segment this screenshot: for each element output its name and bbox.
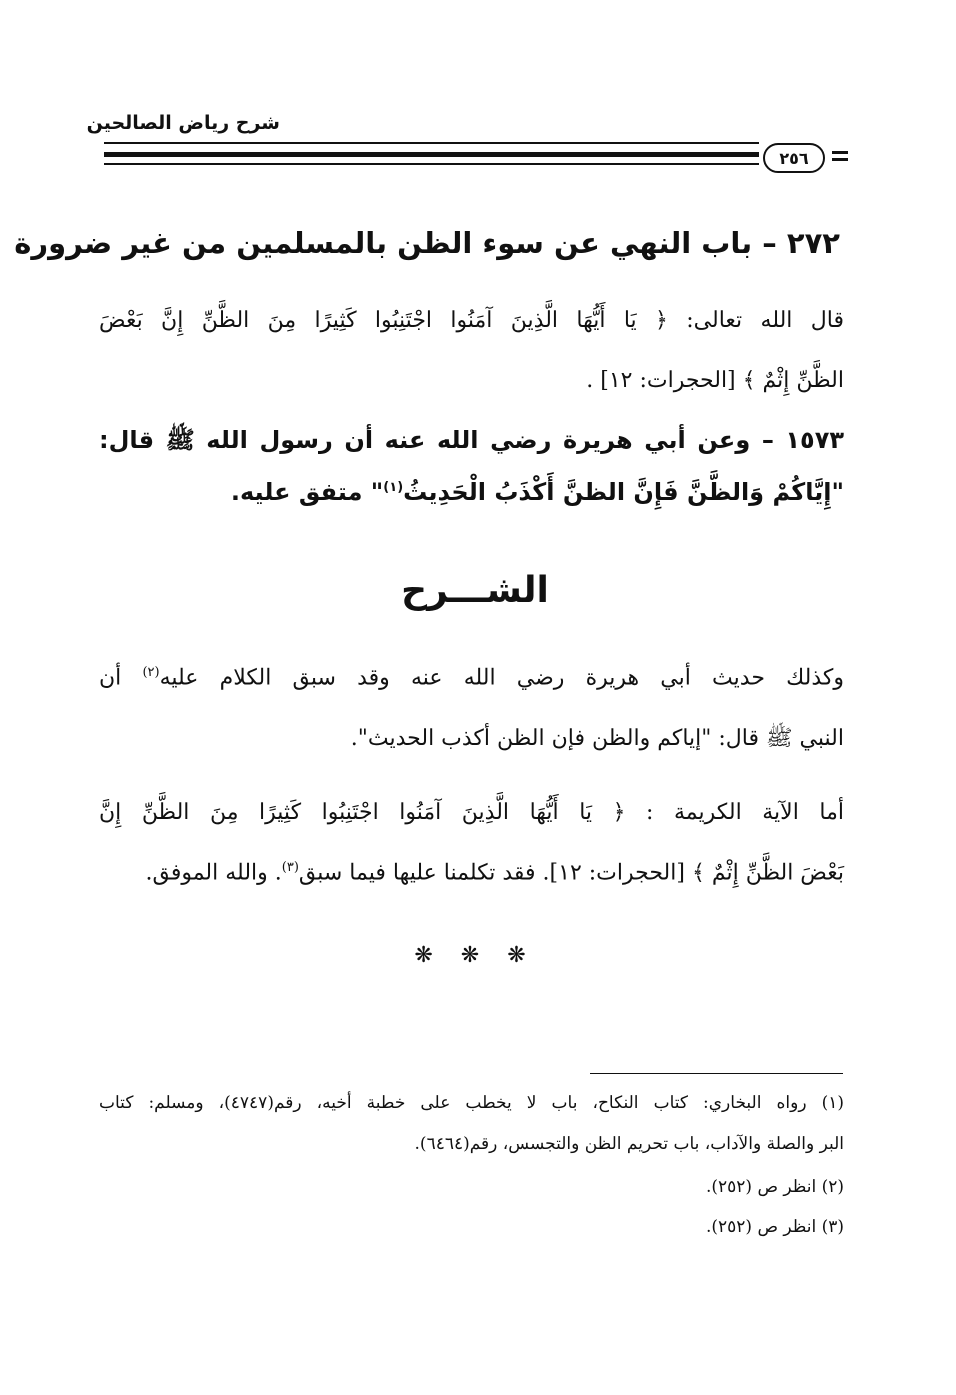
separator-star: ❋ (507, 943, 526, 968)
sharh-para2-end: . والله الموفق. (145, 860, 282, 886)
quran-verse-line-1: قال الله تعالى: ﴿ يَا أَيُّهَا الَّذِينَ آمَنُوا اجْتَنِبُوا كَثِيرًا مِنَ الظَّنِّ إِنَّ بَعْضَ (99, 308, 844, 333)
footnote-marker-2: (٢) (142, 665, 160, 680)
sharh-para1-line-2: النبي ﷺ قال: "إياكم والظن فإن الظن أكذب الحديث". (350, 726, 844, 751)
badge-mark-bottom (832, 158, 848, 161)
sharh-para1-end: أن (99, 665, 143, 691)
section-separator (380, 943, 560, 968)
footnote-1-line-1: (١) رواه البخاري: كتاب النكاح، باب لا يخطب على خطبة أخيه، رقم(٤٧٤٧)، ومسلم: كتاب (99, 1093, 845, 1113)
hadith-line-1: ١٥٧٣ – وعن أبي هريرة رضي الله عنه أن رسول الله ﷺ قال: (99, 426, 844, 454)
hadith-text: "إِيَّاكُمْ وَالظَّنَّ فَإِنَّ الظنَّ أَكْذَبُ الْحَدِيثُ (403, 478, 844, 506)
sharh-para1-text: وكذلك حديث أبي هريرة رضي الله عنه وقد سبق الكلام عليه (159, 665, 844, 691)
footnote-marker-3: (٣) (281, 860, 299, 875)
sharh-para2-line-2 (99, 860, 844, 885)
page-number-badge (763, 143, 825, 173)
badge-mark-top (832, 151, 848, 154)
hadith-line-2-end: " متفق عليه. (230, 478, 384, 506)
quran-verse-line-2: الظَّنِّ إِثْمٌ ﴾ [الحجرات: ١٢] . (586, 368, 844, 393)
footnote-3: (٣) انظر ص (٢٥٢). (705, 1217, 844, 1237)
separator-star: ❋ (414, 943, 433, 968)
sharh-para2-text: بَعْضَ الظَّنِّ إِثْمٌ ﴾ [الحجرات: ١٢]. فقد تكلمنا عليها فيما سبق (298, 860, 844, 886)
chapter-heading: ٢٧٢ – باب النهي عن سوء الظن بالمسلمين من غير ضرورة (14, 226, 840, 260)
separator-star: ❋ (460, 943, 480, 968)
sharh-heading: الشـــرح (401, 570, 549, 611)
footnote-marker-1: (١) (383, 480, 404, 495)
header-rule-bottom (104, 163, 759, 165)
sharh-para2-line-1: أما الآية الكريمة : ﴿ يَا أَيُّهَا الَّذِينَ آمَنُوا اجْتَنِبُوا كَثِيرًا مِنَ الظَّنِّ إِنَّ (99, 800, 844, 825)
footnote-2: (٢) انظر ص (٢٥٢). (705, 1177, 844, 1197)
footnote-1-line-2: البر والصلة والآداب، باب تحريم الظن والتجسس، رقم(٦٤٦٤). (414, 1134, 844, 1154)
header-rule-top (104, 142, 759, 144)
footnote-rule (590, 1073, 843, 1074)
header-rule-thick (104, 152, 759, 157)
sharh-para1-line-1 (99, 665, 844, 690)
page-number: ٢٥٦ (779, 148, 809, 168)
running-title: شرح رياض الصالحين (86, 112, 280, 134)
hadith-line-2 (99, 478, 844, 506)
